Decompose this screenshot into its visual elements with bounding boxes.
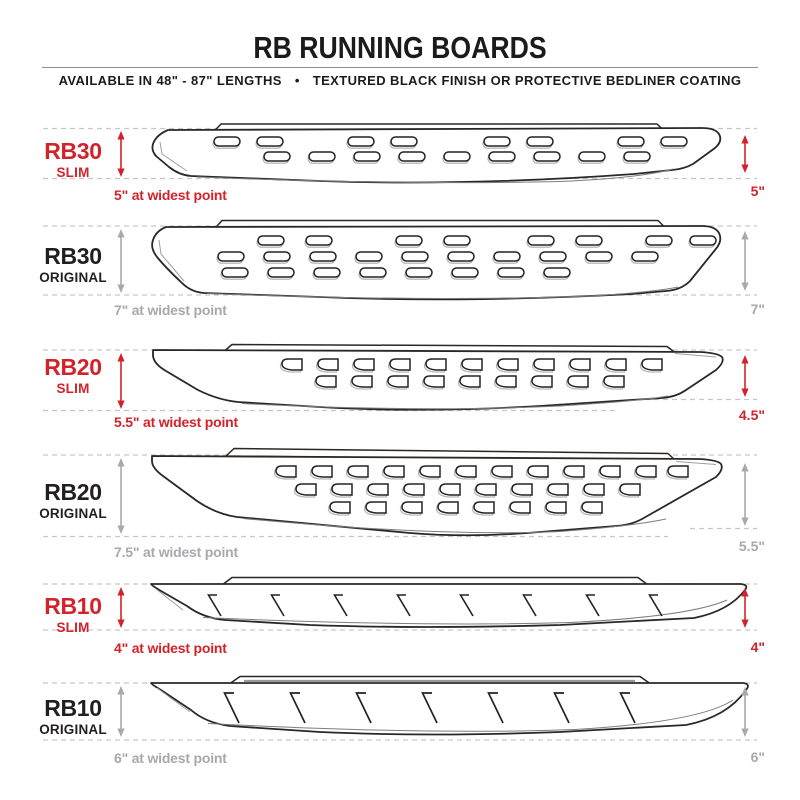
right-dimension-arrow (741, 588, 748, 628)
height-label: 5" (750, 183, 765, 199)
subtitle-finish: TEXTURED BLACK FINISH OR PROTECTIVE BEDLINER COATING (312, 73, 742, 88)
model-label-rb30-slim (28, 140, 118, 180)
width-note: 5.5" at widest point (114, 414, 238, 430)
left-dimension-arrow (117, 353, 124, 409)
rb10-slim-board (151, 578, 746, 628)
right-dimension-arrow (741, 231, 748, 291)
rb10-original-row-drawing (43, 677, 757, 741)
model-name: RB10 (44, 695, 102, 721)
height-label: 4.5" (738, 407, 765, 423)
height-label: 4" (750, 639, 765, 655)
model-label-rb20-original (28, 481, 118, 521)
width-note: 6" at widest point (114, 750, 227, 766)
model-name: RB20 (44, 479, 102, 505)
title-divider (42, 67, 758, 68)
width-note: 4" at widest point (114, 640, 227, 656)
height-label: 7" (750, 301, 765, 317)
width-note: 7" at widest point (114, 302, 227, 318)
model-label-rb20-slim (28, 356, 118, 396)
left-dimension-arrow (117, 458, 124, 534)
rb20-original-row-drawing (43, 449, 757, 537)
model-variant: SLIM (56, 381, 90, 396)
rb30-slim-row-drawing (43, 124, 757, 183)
left-dimension-arrow (117, 131, 124, 177)
model-name: RB30 (44, 243, 102, 269)
rb30-original-row-drawing (43, 221, 757, 300)
right-dimension-arrow (741, 135, 748, 173)
model-name: RB30 (44, 138, 102, 164)
model-variant: ORIGINAL (39, 270, 107, 285)
model-variant: ORIGINAL (39, 722, 107, 737)
rb20-slim-row-drawing (43, 345, 757, 411)
model-variant: SLIM (56, 620, 90, 635)
model-name: RB10 (44, 593, 102, 619)
rb10-original-board (151, 677, 748, 735)
bullet-separator: • (294, 73, 300, 88)
subtitle-lengths: AVAILABLE IN 48" - 87" LENGTHS (58, 73, 282, 88)
right-dimension-arrow (741, 463, 748, 526)
width-note: 5" at widest point (114, 187, 227, 203)
right-dimension-arrow (741, 687, 748, 737)
left-dimension-arrow (117, 686, 124, 737)
model-name: RB20 (44, 354, 102, 380)
model-variant: ORIGINAL (39, 506, 107, 521)
height-label: 6" (750, 749, 765, 765)
left-dimension-arrow (117, 587, 124, 628)
model-variant: SLIM (56, 165, 90, 180)
model-label-rb10-slim (28, 595, 118, 635)
rb10-slim-row-drawing (43, 578, 757, 631)
model-label-rb10-original (28, 697, 118, 737)
left-dimension-arrow (117, 229, 124, 293)
width-note: 7.5" at widest point (114, 544, 238, 560)
subtitle (0, 73, 800, 88)
page-title: RB RUNNING BOARDS (253, 30, 547, 65)
height-label: 5.5" (738, 538, 765, 554)
model-label-rb30-original (28, 245, 118, 285)
right-dimension-arrow (741, 355, 748, 397)
